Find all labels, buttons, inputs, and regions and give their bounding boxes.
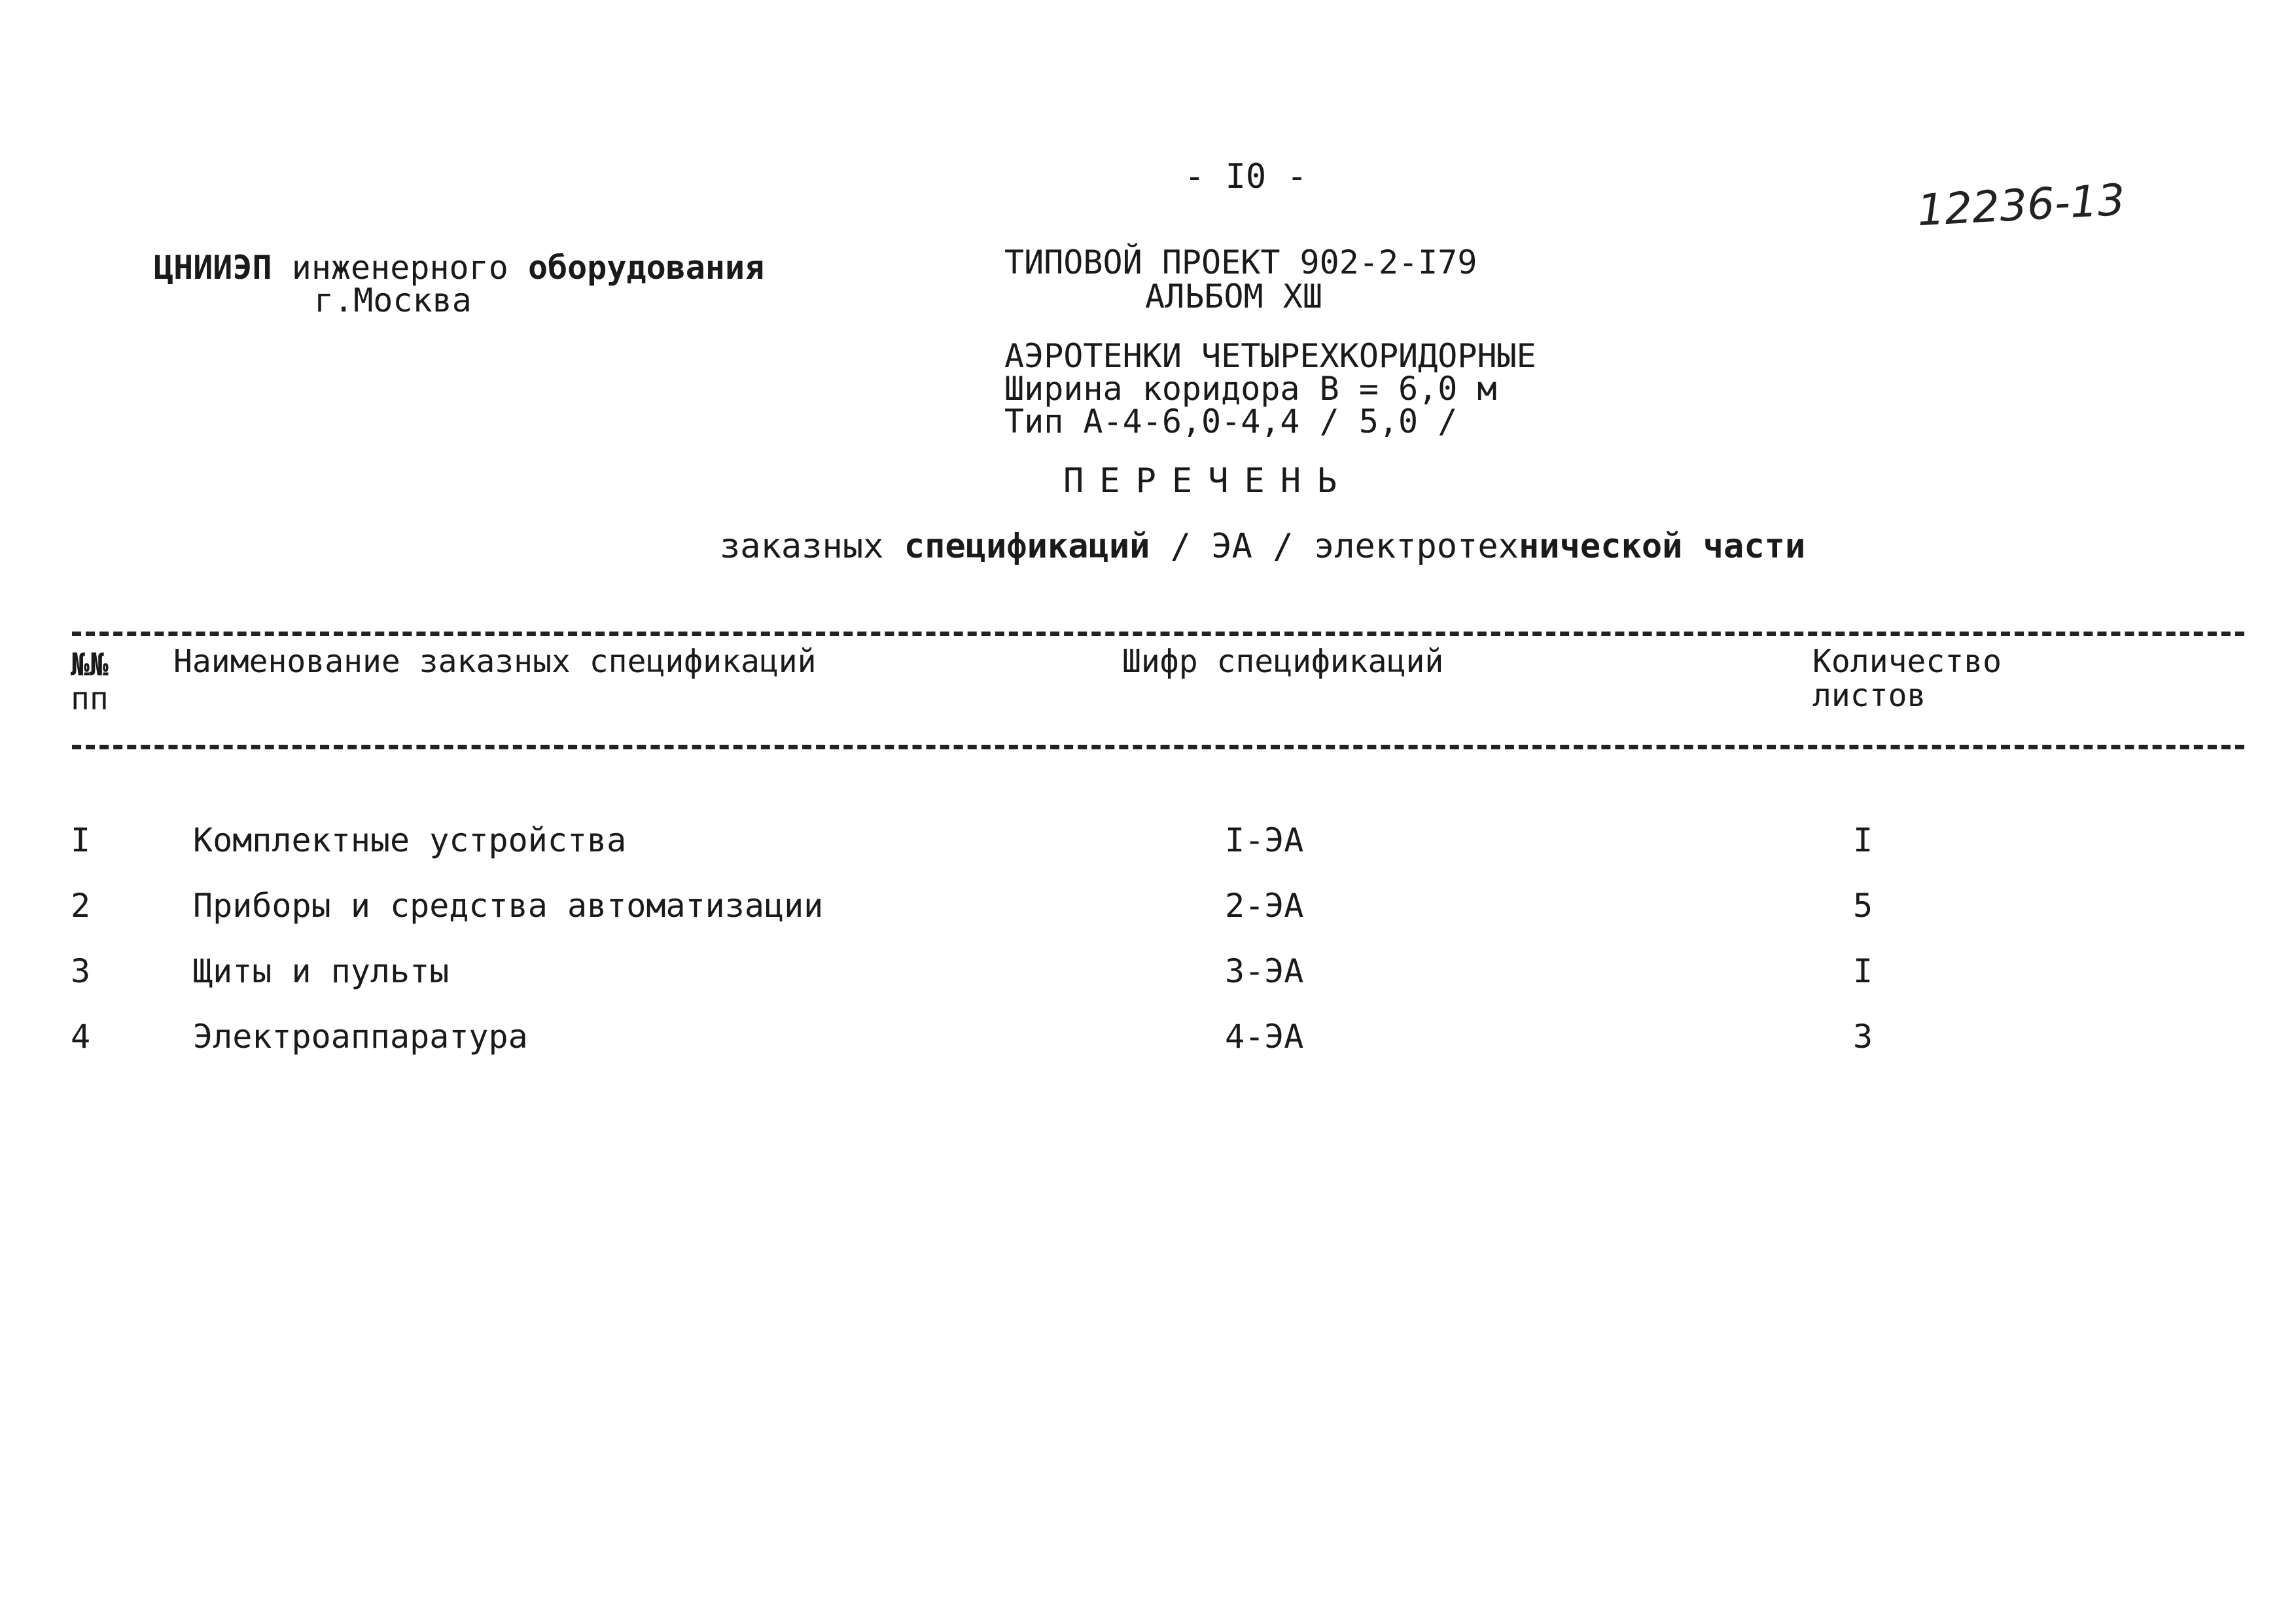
subheading-part: / ЭА / электротех (1150, 527, 1519, 566)
list-heading: ПЕРЕЧЕНЬ (1063, 461, 1353, 501)
row-name: Электроаппаратура (193, 1018, 528, 1056)
row-code: 4-ЭА (1225, 1018, 1304, 1056)
row-count: 3 (1853, 1018, 1873, 1056)
row-number: I (71, 821, 91, 859)
organization-text-bold: оборудования (527, 249, 765, 287)
column-header-number (71, 648, 109, 716)
table-row (0, 1018, 2296, 1063)
organization-text: инженерного (272, 249, 528, 287)
document-code-handwritten: 12236-13 (1916, 174, 2127, 236)
row-number: 4 (71, 1018, 91, 1056)
table-header-divider (72, 745, 2244, 749)
table-top-divider (72, 632, 2244, 636)
row-name: Комплектные устройства (193, 821, 627, 859)
header-line: Количество (1812, 643, 2002, 680)
header-line: №№ (71, 647, 109, 683)
organization-abbreviation: ЦНИИЭП (154, 249, 272, 287)
organization-city: г.Москва (314, 281, 472, 319)
column-header-count (1812, 645, 2002, 713)
project-number: ТИПОВОЙ ПРОЕКТ 902-2-I79 (1004, 243, 1477, 281)
project-type: Тип А-4-6,0-4,4 / 5,0 / (1004, 402, 1458, 440)
project-info (1004, 245, 1536, 438)
page-number: - I0 - (1184, 157, 1307, 196)
column-header-name: Наименование заказных спецификаций (173, 643, 817, 680)
project-title: АЭРОТЕНКИ ЧЕТЫРЕХКОРИДОРНЫЕ (1004, 337, 1536, 375)
row-count: I (1853, 952, 1873, 990)
table-row (0, 887, 2296, 933)
header-line: листов (1812, 677, 1926, 714)
row-count: I (1853, 821, 1873, 859)
row-name: Приборы и средства автоматизации (193, 887, 824, 925)
header-line: пп (71, 681, 109, 717)
row-code: 2-ЭА (1225, 887, 1304, 925)
subheading-part-bold: нической части (1518, 527, 1806, 566)
subheading-part: заказных (720, 527, 904, 566)
column-header-code: Шифр спецификаций (1122, 643, 1444, 680)
subheading-part-bold: спецификаций (904, 527, 1150, 566)
row-number: 3 (71, 952, 91, 990)
row-number: 2 (71, 887, 91, 925)
album-number: АЛЬБОМ ХШ (1145, 277, 1322, 315)
row-code: I-ЭА (1225, 821, 1304, 859)
table-row (0, 952, 2296, 998)
corridor-width: Ширина коридора В = 6,0 м (1004, 370, 1497, 408)
table-row (0, 821, 2296, 867)
list-subheading (720, 527, 1805, 566)
row-name: Щиты и пульты (193, 952, 450, 990)
row-count: 5 (1853, 887, 1873, 925)
row-code: 3-ЭА (1225, 952, 1304, 990)
